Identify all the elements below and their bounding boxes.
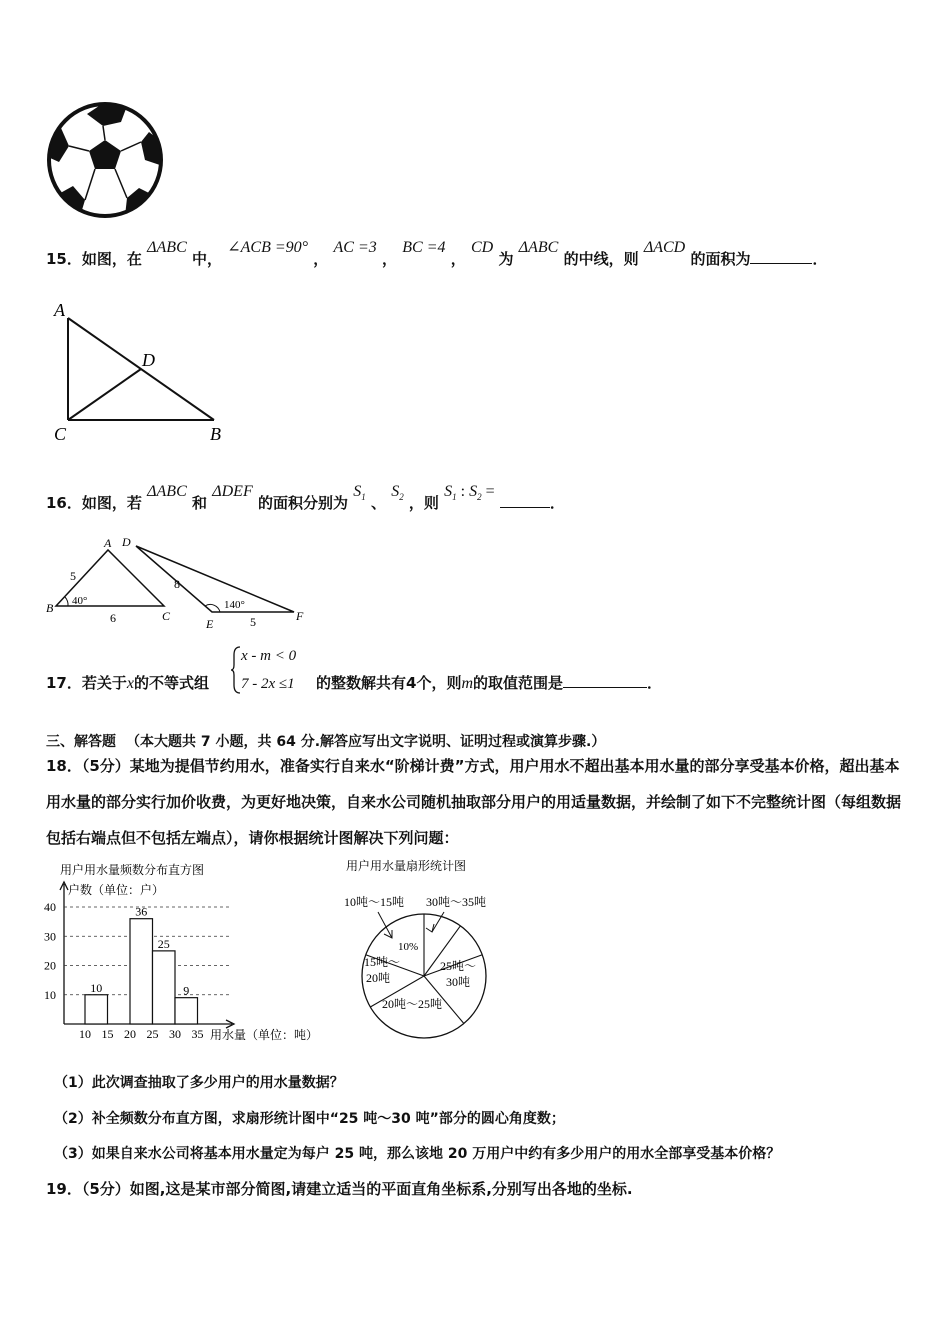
histogram-chart <box>40 858 340 1048</box>
answer-blank-17 <box>563 673 647 688</box>
x-tick-label: 25 <box>146 1027 159 1041</box>
pie-label-20-25: 20吨～25吨 <box>382 997 443 1011</box>
math-triangle-acd: ΔACD <box>643 239 686 256</box>
svg-text:C: C <box>162 609 171 623</box>
question-19-text: 19．（5分）如图,这是某市部分简图,请建立适当的平面直角坐标系,分别写出各地的坐标. <box>46 1180 633 1198</box>
pie-label-15-20-line1: 15吨～ <box>364 955 401 969</box>
answer-blank-15 <box>750 249 812 264</box>
svg-text:D: D <box>122 535 131 549</box>
histogram-bar <box>85 995 108 1024</box>
answer-blank-16 <box>500 493 550 508</box>
x-tick-label: 15 <box>101 1027 114 1041</box>
label-c: C <box>54 424 67 444</box>
x-tick-label: 35 <box>191 1027 204 1041</box>
question-18-sub-3: （3）如果自来水公司将基本用水量定为每户 25 吨，那么该地 20 万用户中约有多少用户的用水全部享受基本价格？ <box>54 1146 781 1162</box>
question-18-text: 18．（5分）某地为提倡节约用水，准备实行自来水“阶梯计费”方式，用户用水不超出基本用水量的部分享受基本价格，超出基本用水量的部分实行加价收费，为更好地决策，自来水公司随机抽取部分用户的用适量数据，并绘制了如下不完整统计图（每组数据包括右端点但不包括左端点），请你根据统计图解决下列问题： <box>46 757 902 847</box>
math-bc: BC =4 <box>402 239 446 256</box>
math-triangle-abc: ΔABC <box>147 239 187 256</box>
histogram-ylabel: 户数（单位：户） <box>68 883 165 897</box>
pie-chart <box>340 858 520 1048</box>
histogram-bar <box>175 998 198 1024</box>
histogram-xlabel: 用水量（单位：吨） <box>210 1028 319 1042</box>
x-tick-label: 30 <box>169 1027 181 1041</box>
svg-text:6: 6 <box>110 611 116 625</box>
label-a: A <box>54 300 65 320</box>
math-cd: CD <box>471 239 494 256</box>
pie-label-25-30-line2: 30吨 <box>446 975 471 989</box>
question-15-text: 15．如图，在 ΔABC 中， ∠ACB =90° ， AC =3 ， BC =4 ， CD 为 ΔABC 的中线，则 ΔACD 的面积为 ． <box>46 239 828 268</box>
histogram-bar <box>130 919 153 1024</box>
question-17-text-2: 的整数解共有4个，则m的取值范围是 ． <box>316 674 663 692</box>
svg-text:B: B <box>46 601 54 615</box>
svg-text:5: 5 <box>70 569 76 583</box>
x-tick-label: 10 <box>79 1027 91 1041</box>
math-s1: $S_1$ <box>353 483 366 503</box>
label-d: D <box>142 350 155 370</box>
histogram-title: 用户用水量频数分布直方图 <box>60 863 205 877</box>
soccer-ball-image <box>45 102 165 220</box>
y-tick-label: 30 <box>44 929 56 944</box>
y-tick-label: 20 <box>44 958 56 973</box>
question-16-text: 16．如图，若 ΔABC 和 ΔDEF 的面积分别为 $S_1$ 、 $S_2$ ，则 $S_1$ : $S_2$ = ． <box>46 483 565 512</box>
pie-label-10-15: 10吨～15吨 <box>344 895 405 909</box>
svg-text:A: A <box>104 536 112 550</box>
y-tick-label: 10 <box>44 987 56 1002</box>
histogram-ticks <box>79 1027 204 1041</box>
bar-value-label: 9 <box>183 983 190 998</box>
inequality-1: x - m < 0 <box>241 648 297 664</box>
bar-value-label: 10 <box>90 980 103 995</box>
y-tick-label: 40 <box>44 900 56 914</box>
question-18-sub-2: （2）补全频数分布直方图，求扇形统计图中“25 吨～30 吨”部分的圆心角度数； <box>54 1111 565 1127</box>
math-triangle-abc: ΔABC <box>147 483 187 500</box>
bar-value-label: 25 <box>157 936 170 951</box>
math-ratio: $S_1$ : $S_2$ = <box>444 483 495 503</box>
histogram-bars <box>85 905 198 1024</box>
histogram-bar <box>153 951 176 1024</box>
svg-text:140°: 140° <box>224 599 245 611</box>
pie-label-15-20-line2: 20吨 <box>366 971 391 985</box>
math-triangle-def: ΔDEF <box>212 483 253 500</box>
pie-label-25-30-line1: 25吨～ <box>440 959 477 973</box>
label-b: B <box>210 424 221 444</box>
svg-text:8: 8 <box>174 577 180 591</box>
x-tick-label: 20 <box>124 1027 136 1041</box>
math-triangle-abc-2: ΔABC <box>518 239 559 256</box>
inequality-2: 7 - 2x ≤1 <box>241 676 295 692</box>
question-18-sub-1: （1）此次调查抽取了多少用户的用水量数据？ <box>54 1075 344 1091</box>
svg-text:40°: 40° <box>72 595 88 607</box>
pie-label-30-35: 30吨～35吨 <box>426 895 487 909</box>
section-3-heading: 三、解答题 （本大题共 7 小题，共 64 分.解答应写出文字说明、证明过程或演算步骤.） <box>46 734 606 750</box>
figure-15-triangle <box>50 298 240 448</box>
svg-text:E: E <box>206 617 214 631</box>
svg-text:F: F <box>296 609 304 623</box>
figure-16-triangles <box>44 532 314 632</box>
bar-value-label: 36 <box>135 904 148 919</box>
pie-percent-label: 10% <box>398 941 419 953</box>
question-17-text: 17．若关于x的不等式组 <box>46 674 210 692</box>
svg-text:5: 5 <box>250 615 256 629</box>
pie-title: 用户用水量扇形统计图 <box>346 859 467 873</box>
math-ac: AC =3 <box>333 239 377 256</box>
math-angle-acb: ∠ACB =90° <box>227 239 309 256</box>
math-s2: $S_2$ <box>391 483 404 503</box>
